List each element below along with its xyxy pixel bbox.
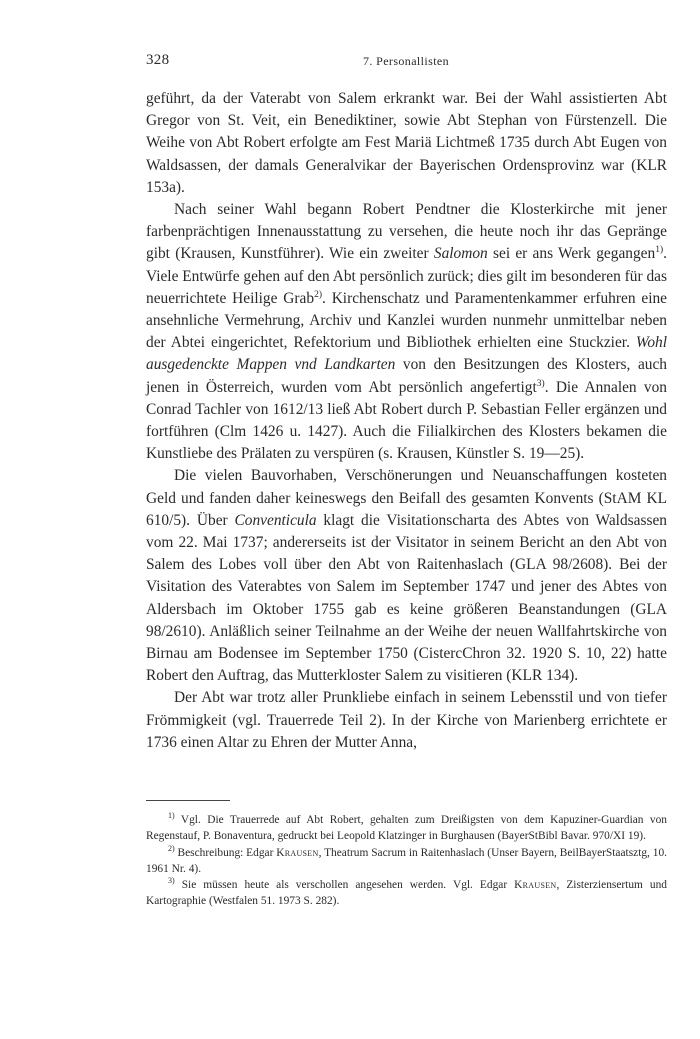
main-text [146, 88, 667, 754]
text-span: . Die Annalen von Conrad Tachler von 1612/13 ließ Abt Robert durch P. Sebastian Feller ergänzen und fortführen (Clm 1426 u. 1427). Auch die Filialkirchen des Klosters bekamen die Kunstliebe des Prälaten zu verspüren (s. Krausen, Künstler S. 19—25). [146, 378, 667, 463]
section-title: 7. Personallisten [362, 54, 450, 68]
footnote-text: , Theatrum Sacrum in Raitenhaslach (Unser Bayern, BeilBayerStaatsztg, 10. 1961 Nr. 4). [146, 846, 667, 875]
footnote-mark: 2) [168, 843, 175, 853]
text-span: sei er ans Werk gegangen [487, 245, 656, 263]
footnote-text: Beschreibung: Edgar [174, 846, 277, 859]
footnote-text: Sie müssen heute als verschollen angesehen werden. Vgl. Edgar [174, 879, 515, 892]
footnote [146, 877, 667, 910]
footnote-text: , Zisterziensertum und Kartographie (Westfalen 51. 1973 S. 282). [146, 879, 667, 908]
footnote-reference: 3) [536, 378, 545, 389]
text-span: . Kirchenschatz und Paramentenkammer erfuhren eine ansehnliche Vermehrung, Archiv und Kanzlei wurden nunmehr unmittelbar neben der Abtei eingerichtet, Refektorium und Bibliothek erhielten eine Stuckzier. [146, 289, 667, 352]
paragraph [146, 465, 667, 687]
footnote [146, 812, 667, 845]
paragraph: Der Abt war trotz aller Prunkliebe einfach in seinem Lebensstil und von tiefer Frömmigkeit (vgl. Trauerrede Teil 2). In der Kirche von Marienberg errichtete er 1736 einen Altar zu Ehren der Mutter Anna, [146, 689, 667, 751]
running-head [146, 52, 666, 74]
text-span: von den Besitzungen des Klosters, auch jenen in Österreich, wurden vom Abt persönlich angefertigt [146, 356, 667, 396]
text-span: Die vielen Bauvorhaben, Verschönerungen und Neuanschaffungen kosteten Geld und fanden daher keineswegs den Beifall des gesamten Konvents (StAM KL 610/5). Über [146, 467, 667, 529]
author-name: Krausen [514, 879, 557, 892]
italic-term: Salomon [433, 245, 488, 263]
paragraph: geführt, da der Vaterabt von Salem erkrankt war. Bei der Wahl assistierten Abt Gregor von St. Veit, ein Benediktiner, sowie Abt Stephan von Fürstenzell. Die Weihe von Abt Robert erfolgte am Fest Mariä Lichtmeß 1735 durch Abt Eugen von Waldsassen, der damals Generalvikar der Bayerischen Ordensprovinz war (KLR 153a). [146, 90, 667, 196]
footnote-reference: 2) [314, 289, 322, 300]
footnote-separator [146, 800, 230, 801]
footnote [146, 845, 667, 878]
paragraph [146, 199, 667, 465]
footnote-mark: 3) [168, 876, 175, 886]
text-span: klagt die Visitationscharta des Abtes von Waldsassen vom 22. Mai 1737; andererseits ist der Visitator in seinem Bericht an den Abt von Salem des Lobes voll über den Abt von Raitenhaslach (GLA 98/2608). Bei der Visitation des Vaterabtes von Salem im September 1747 und jener des Abtes von Aldersbach im Oktober 1755 gab es keine größeren Beanstandungen (GLA 98/2610). Anläßlich seiner Teilnahme an der Weihe der neuen Wallfahrtskirche von Birnau am Bodensee im September 1750 (CistercChron 32. 1920 S. 10, 22) hatte Robert den Auftrag, das Mutterkloster Salem zu visitieren (KLR 134). [146, 511, 667, 685]
italic-quotation: Wohl ausgedenckte Mappen vnd Landkarten [146, 334, 667, 374]
footnote-text: Vgl. Die Trauerrede auf Abt Robert, gehalten zum Dreißigsten von dem Kapuziner-Guardian von Regenstauf, P. Bonaventura, gedruckt bei Leopold Klatzinger in Burghausen (BayerStBibl Bavar. 970/XI 19). [146, 814, 667, 843]
text-span: . Viele Entwürfe gehen auf den Abt persönlich zurück; dies gilt im besonderen für das neuerrichtete Heilige Grab [146, 245, 667, 307]
footnote-mark: 1) [168, 811, 175, 821]
italic-term: Conventicula [234, 511, 317, 529]
footnote-reference: 1) [655, 245, 664, 256]
footnotes [146, 812, 667, 910]
author-name: Krausen [276, 846, 319, 859]
page-number: 328 [146, 52, 170, 68]
text-span: Nach seiner Wahl begann Robert Pendtner die Klosterkirche mit jener farbenprächtigen Innenausstattung zu versehen, die heute noch ihr das Gepränge gibt (Krausen, Kunstführer). Wie ein zweiter [146, 201, 667, 263]
